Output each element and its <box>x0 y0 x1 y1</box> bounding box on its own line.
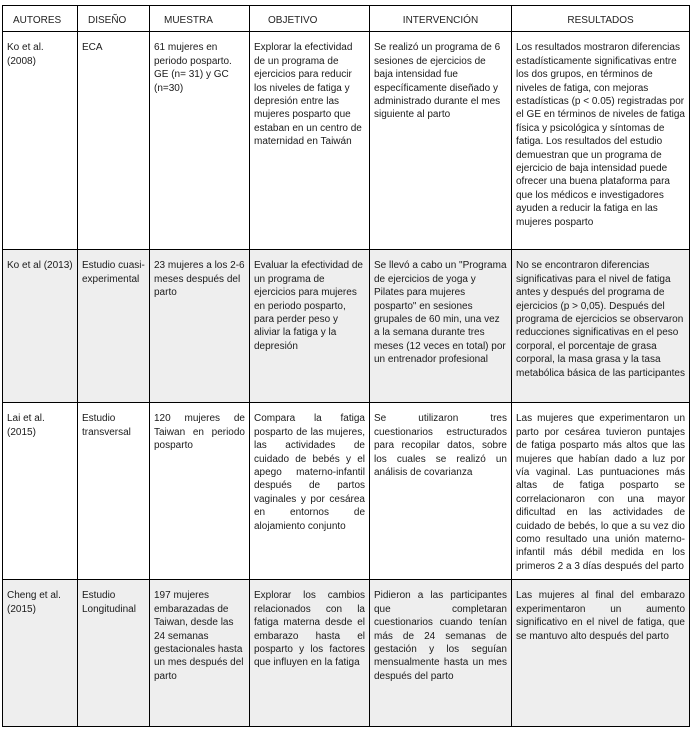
header-resultados: RESULTADOS <box>512 6 690 32</box>
header-intervencion: INTERVENCIÓN <box>370 6 512 32</box>
table-row <box>3 403 690 580</box>
cell-muestra: 23 mujeres a los 2-6 meses después del parto <box>150 250 250 403</box>
table-row <box>3 32 690 250</box>
cell-diseno: ECA <box>78 32 150 250</box>
cell-diseno: Estudio transversal <box>78 403 150 580</box>
cell-autores: Cheng et al. (2015) <box>3 580 78 727</box>
cell-objetivo: Evaluar la efectividad de un programa de ejercicios para mujeres en periodo posparto, para perder peso y aliviar la fatiga y la depresión <box>250 250 370 403</box>
header-autores: AUTORES <box>3 6 78 32</box>
cell-diseno: Estudio Longitudinal <box>78 580 150 727</box>
cell-intervencion: Se realizó un programa de 6 sesiones de ejercicios de baja intensidad fue específicamente diseñado y administrado durante el mes siguiente al parto <box>370 32 512 250</box>
header-diseno: DISEÑO <box>78 6 150 32</box>
header-muestra: MUESTRA <box>150 6 250 32</box>
cell-intervencion: Se utilizaron tres cuestionarios estructurados para recopilar datos, sobre los cuales se realizó un análisis de covarianza <box>370 403 512 580</box>
cell-autores: Lai et al. (2015) <box>3 403 78 580</box>
cell-intervencion: Se llevó a cabo un "Programa de ejercicios de yoga y Pilates para mujeres posparto" en sesiones grupales de 60 min, una vez a la semana durante tres meses (12 veces en total) por un entrenador profesional <box>370 250 512 403</box>
cell-muestra: 197 mujeres embarazadas de Taiwan, desde las 24 semanas gestacionales hasta un mes después del parto <box>150 580 250 727</box>
cell-muestra: 120 mujeres de Taiwan en periodo posparto <box>150 403 250 580</box>
cell-resultados: Las mujeres que experimentaron un parto por cesárea tuvieron puntajes de fatiga posparto más altos que las mujeres que habían dado a luz por vía vaginal. Las puntuaciones más altas de fatiga posparto se correlacionaron con una mayor dificultad en las actividades de cuidado de bebés, lo que a su vez dio como resultado una unión materno-infantil más débil medida en los primeros 2 a 3 días después del parto <box>512 403 690 580</box>
cell-intervencion: Pidieron a las participantes que completaran cuestionarios cuando tenían más de 24 semanas de gestación y los seguían mensualmente hasta un mes después del parto <box>370 580 512 727</box>
table-row <box>3 580 690 727</box>
cell-autores: Ko et al (2013) <box>3 250 78 403</box>
cell-objetivo: Compara la fatiga posparto de las mujeres, las actividades de cuidado de bebés y el apego materno-infantil después de partos vaginales y por cesárea en entornos de alojamiento conjunto <box>250 403 370 580</box>
cell-objetivo: Explorar la efectividad de un programa de ejercicios para reducir los niveles de fatiga y depresión entre las mujeres posparto que estaban en un centro de maternidad en Taiwán <box>250 32 370 250</box>
cell-autores: Ko et al. (2008) <box>3 32 78 250</box>
cell-resultados: Las mujeres al final del embarazo experimentaron un aumento significativo en el nivel de fatiga, que se mantuvo alto después del parto <box>512 580 690 727</box>
cell-diseno: Estudio cuasi-experimental <box>78 250 150 403</box>
cell-muestra: 61 mujeres en periodo posparto. GE (n= 31) y GC (n=30) <box>150 32 250 250</box>
cell-objetivo: Explorar los cambios relacionados con la fatiga materna desde el embarazo hasta el posparto y los factores que influyen en la fatiga <box>250 580 370 727</box>
cell-resultados: Los resultados mostraron diferencias estadísticamente significativas entre los dos grupos, en términos de niveles de fatiga, con mejoras estadísticas (p < 0.05) registradas por el GE en términos de niveles de fatiga física y psicológica y síntomas de fatiga. Los resultados del estudio demuestran que un programa de ejercicio de baja intensidad puede ofrecer una buena plataforma para que los médicos e investigadores ayuden a reducir la fatiga en las mujeres posparto <box>512 32 690 250</box>
header-row <box>3 6 690 32</box>
studies-table <box>2 5 690 727</box>
table-row <box>3 250 690 403</box>
cell-resultados: No se encontraron diferencias significativas para el nivel de fatiga antes y después del programa de ejercicios (p > 0,05). Después del programa de ejercicios se observaron reducciones significativas en el peso corporal, el porcentaje de grasa corporal, la masa grasa y la tasa metabólica básica de las participantes <box>512 250 690 403</box>
header-objetivo: OBJETIVO <box>250 6 370 32</box>
